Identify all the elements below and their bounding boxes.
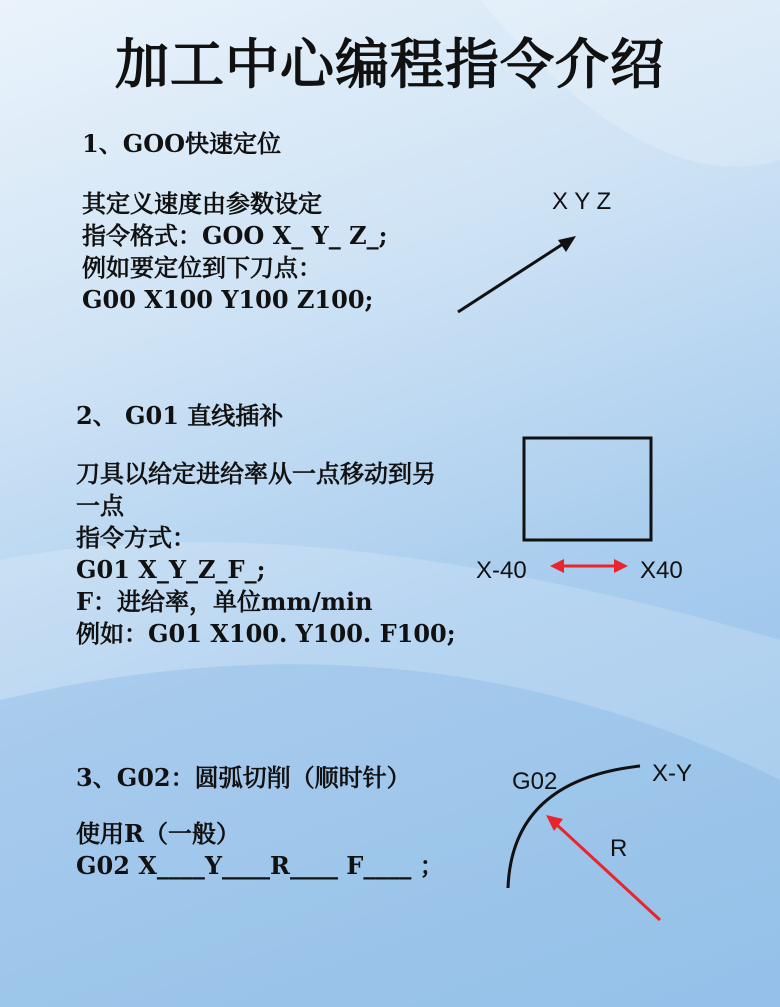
section-2-line-5: F：进给率，单位mm/min [76,587,373,616]
section-1-line-3: 例如要定位到下刀点： [82,253,322,282]
section-2-line-3: 指令方式： [76,523,196,552]
radius-label: R [610,835,628,862]
section-1-line-1: 其定义速度由参数设定 [82,189,322,218]
g02-label: G02 [512,768,558,795]
section-2-line-6: 例如：G01 X100. Y100. F100; [76,619,456,648]
section-1-line-2: 指令格式：GOO X_ Y_ Z_; [82,221,388,250]
section-2-line-2: 一点 [76,491,124,520]
section-2-line-1: 刀具以给定进给率从一点移动到另 [76,459,436,488]
section-1-line-4: G00 X100 Y100 Z100; [82,285,374,314]
section-3-line-2: G02 X____Y____R____ F____ ； [76,851,444,880]
section-3-heading: 3、G02：圆弧切削（顺时针） [76,763,411,792]
x-minus-40-label: X-40 [476,557,527,584]
section-2-line-4: G01 X_Y_Z_F_; [76,555,266,584]
x-y-label: X-Y [652,760,693,787]
section-2-heading: 2、 G01 直线插补 [76,401,284,430]
page-title: 加工中心编程指令介绍 [115,33,665,96]
section-1-heading: 1、GOO快速定位 [82,129,282,158]
xyz-label: X Y Z [552,188,612,215]
x-40-label: X40 [640,557,683,584]
section-3-line-1: 使用R（一般） [76,819,240,848]
